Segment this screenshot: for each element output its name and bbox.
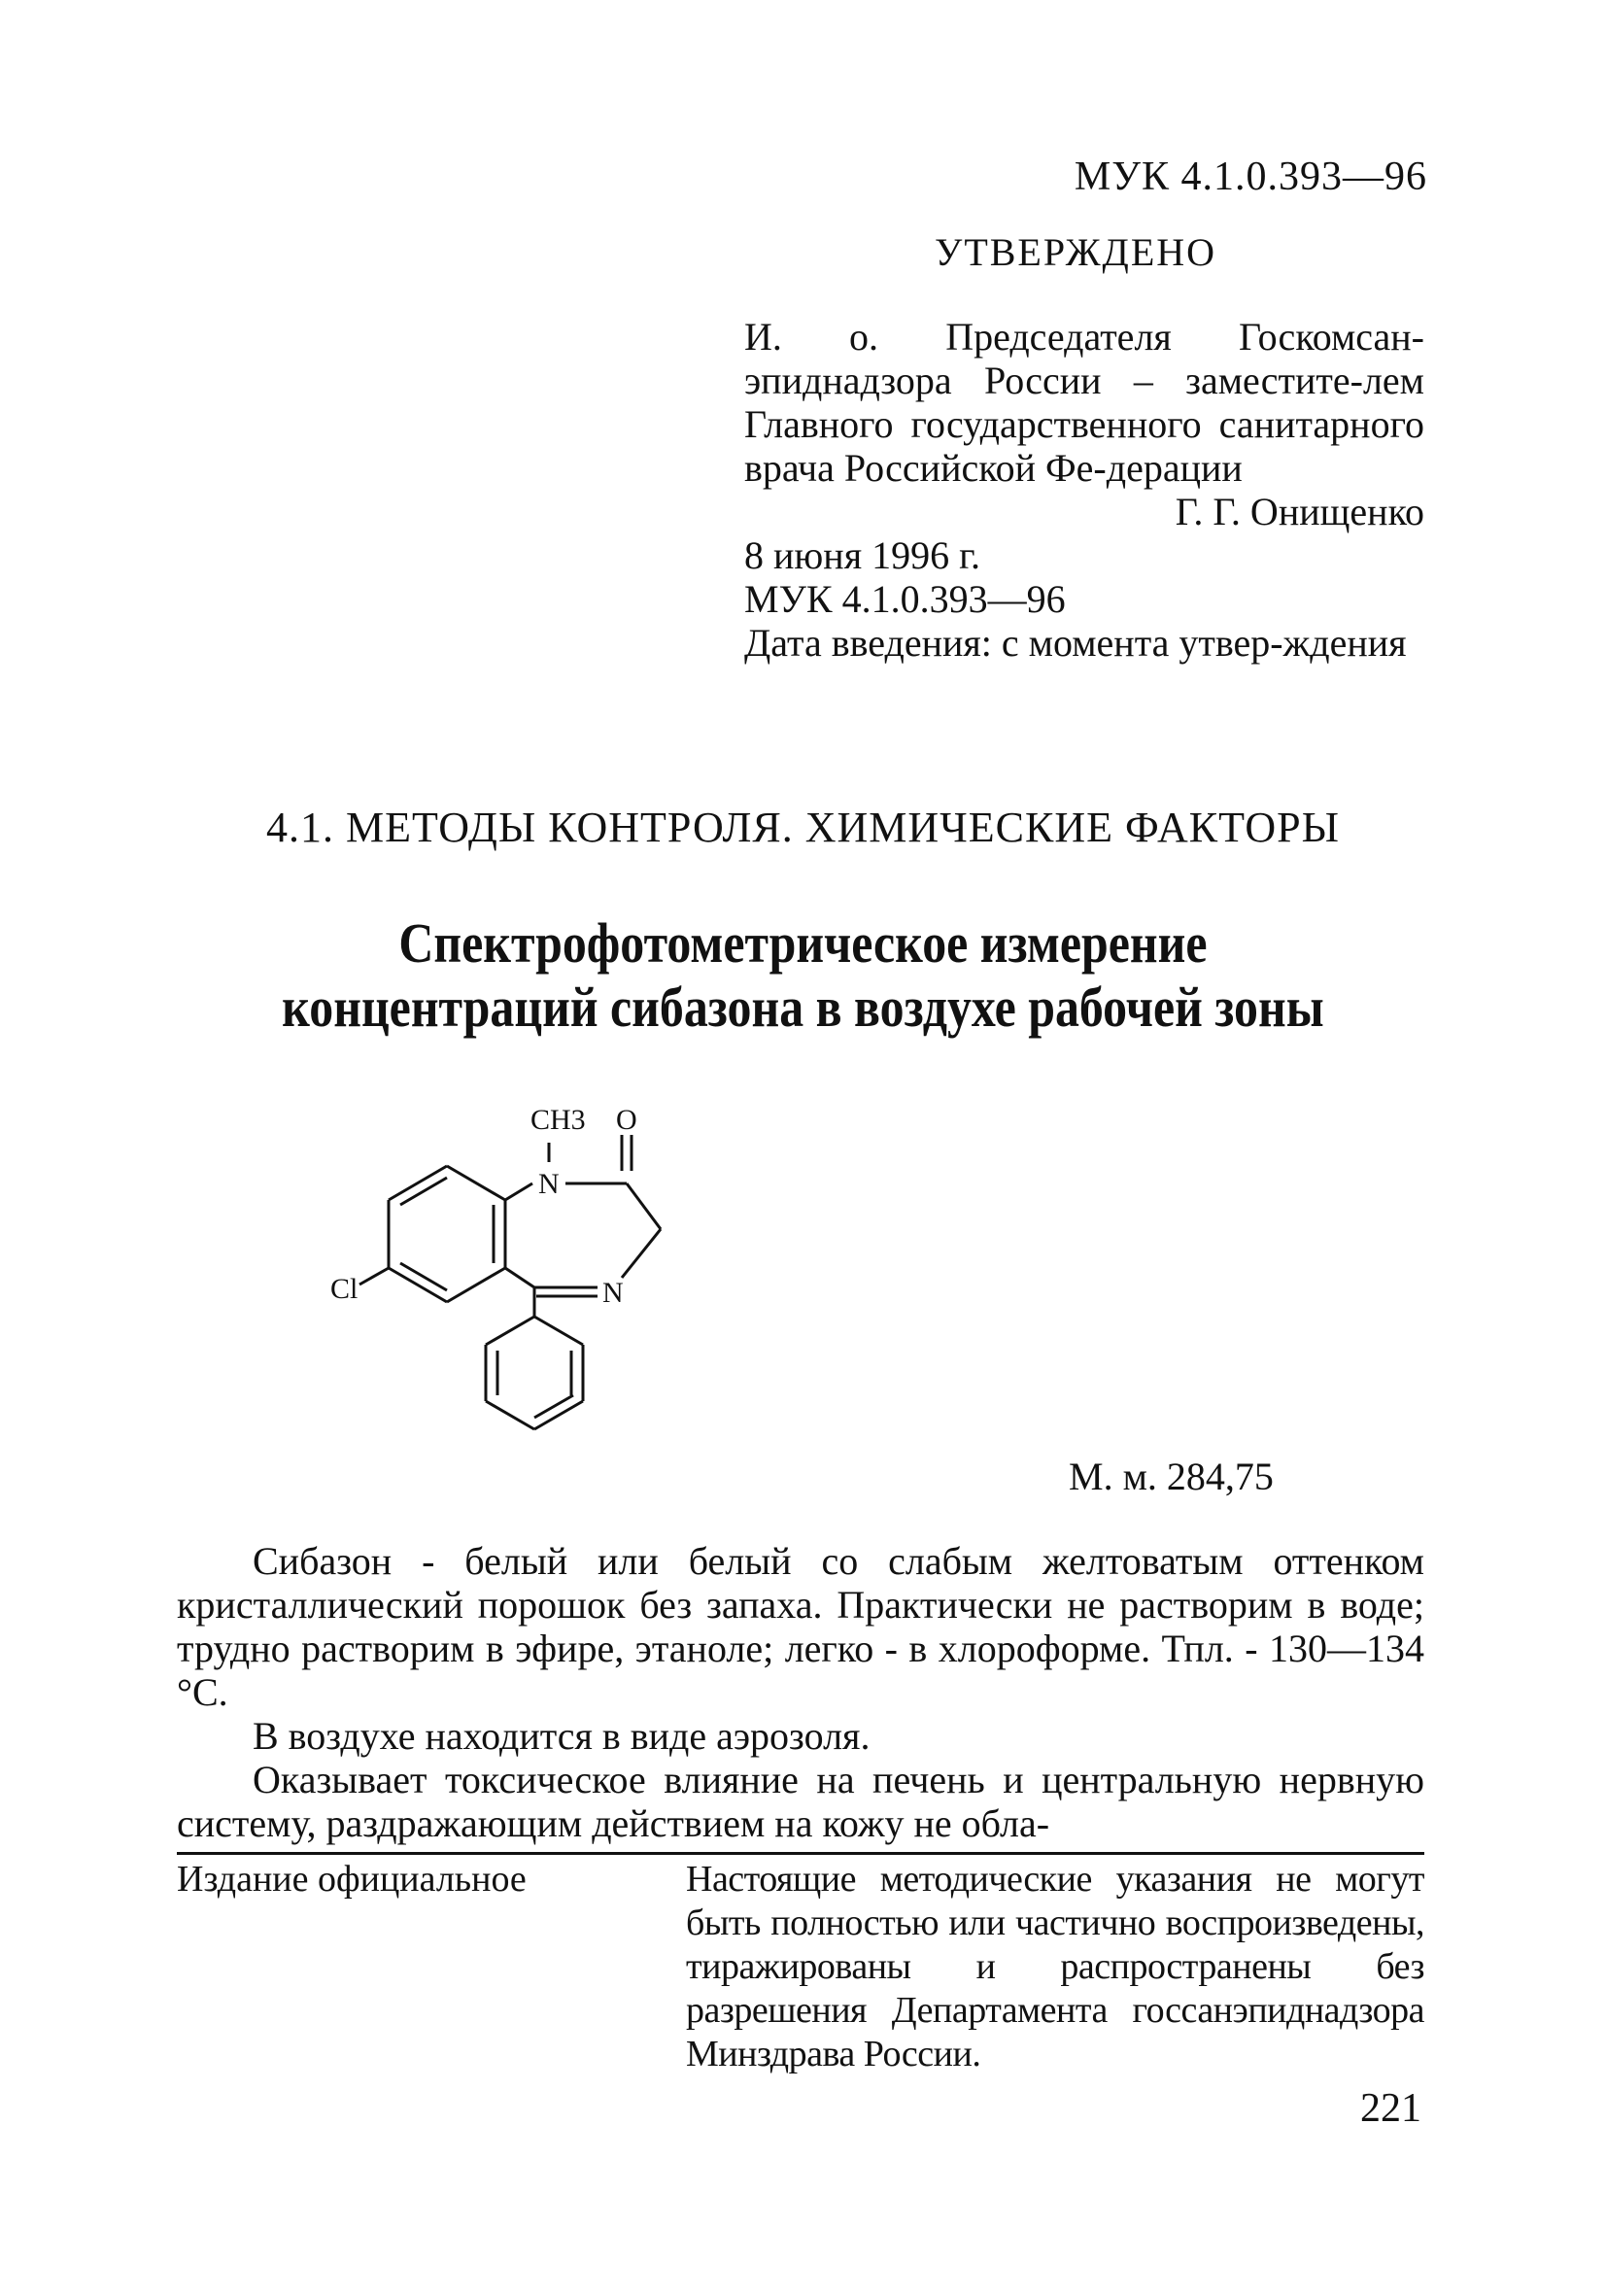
approval-code: МУК 4.1.0.393—96 [744, 577, 1066, 621]
title-line-2: концентраций сибазона в воздухе рабочей зоны [282, 976, 1324, 1039]
footer-divider [177, 1852, 1424, 1855]
methyl-label: CH3 [530, 1104, 586, 1136]
approval-block [744, 315, 1424, 665]
document-title [113, 911, 1494, 1040]
nitrogen-imine-label: N [602, 1277, 624, 1309]
oxygen-label: O [616, 1104, 637, 1136]
document-code: МУК 4.1.0.393—96 [1074, 154, 1427, 199]
nitrogen-amide-label: N [538, 1168, 560, 1200]
page-number: 221 [1360, 2086, 1421, 2131]
paragraph-2: В воздухе находится в виде аэрозоля. [253, 1714, 871, 1758]
paragraph-3: Оказывает токсическое влияние на печень и центральную нервную систему, раздражающим действием на кожу не обла- [177, 1758, 1424, 1845]
section-heading: 4.1. МЕТОДЫ КОНТРОЛЯ. ХИМИЧЕСКИЕ ФАКТОРЫ [265, 804, 1341, 851]
molar-mass: М. м. 284,75 [1069, 1455, 1274, 1498]
title-line-1: Спектрофотометрическое измерение [398, 911, 1208, 975]
approval-signer: Г. Г. Онищенко [1175, 490, 1424, 533]
paragraph-1: Сибазон - белый или белый со слабым желтоватым оттенком кристаллический порошок без запаха. Практически не растворим в воде; трудно растворим в эфире, этаноле; легко - в хлороформе. Тпл. - 130—134 °С. [177, 1539, 1424, 1714]
chlorine-label: Cl [330, 1273, 359, 1305]
body-text [177, 1539, 1424, 1845]
approval-position: И. о. Председателя Госкомсан-эпиднадзора России – заместите-лем Главного государственного санитарного врача Российской Фе-дерации [744, 315, 1424, 490]
approved-stamp: УТВЕРЖДЕНО [935, 230, 1217, 274]
effective-date: Дата введения: с момента утвер-ждения [744, 621, 1407, 665]
copyright-notice: Настоящие методические указания не могут быть полностью или частично воспроизведены, тиражированы и распространены без разрешения Департамента госсанэпиднадзора Минздрава России. [686, 1859, 1424, 2074]
approval-date: 8 июня 1996 г. [744, 533, 980, 577]
chemical-structure [330, 1069, 836, 1477]
edition-label: Издание официальное [177, 1859, 527, 1900]
